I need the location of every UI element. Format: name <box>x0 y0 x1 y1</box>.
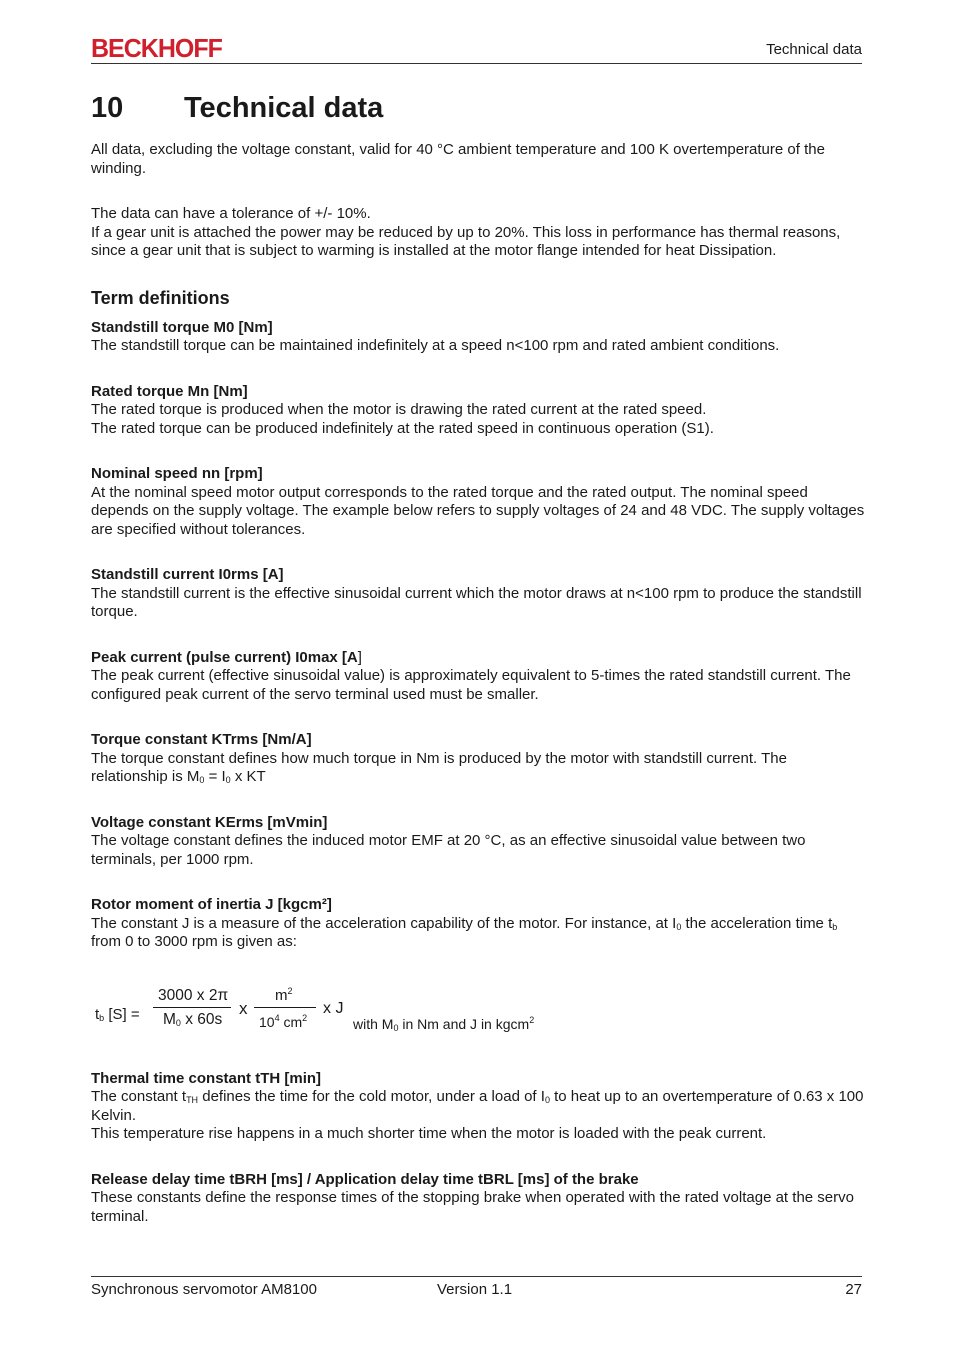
subscript: TH <box>186 1095 199 1105</box>
gear-unit-paragraph: If a gear unit is attached the power may be reduced by up to 20%. This loss in performance has thermal reasons, since a gear unit that is subject to warming is installed at the motor flange intended for heat Dissipation. <box>91 223 841 259</box>
term-title: Rated torque Mn [Nm] <box>91 382 248 400</box>
term-title: Standstill current I0rms [A] <box>91 566 284 583</box>
term-text: The rated torque is produced when the motor is drawing the rated current at the rated speed. <box>91 401 707 418</box>
text-run: The constant t <box>91 1088 187 1105</box>
term-rotor-inertia <box>91 896 866 952</box>
term-title <box>91 649 866 668</box>
header-divider <box>91 63 862 64</box>
term-torque-constant <box>91 731 866 787</box>
term-title: Rotor moment of inertia J [kgcm²] <box>91 896 332 913</box>
formula-denominator-1: $M_0$ x 60s <box>163 1010 223 1028</box>
footer-divider <box>91 1276 862 1277</box>
page-content <box>91 141 866 1226</box>
term-thermal-time-constant <box>91 1070 866 1144</box>
term-text: The rated torque can be produced indefinitely at the rated speed in continuous operation (S1). <box>91 419 714 437</box>
formula-note: with $M_0$ in Nm and J in kgcm$^2$ <box>353 1014 535 1033</box>
footer-document-title: Synchronous servomotor AM8100 <box>91 1281 317 1298</box>
term-title: Nominal speed nn [rpm] <box>91 465 263 482</box>
text-run: x KT <box>230 768 266 785</box>
formula-lhs: $t_b$ [S] = <box>95 1005 140 1023</box>
tolerance-line: The data can have a tolerance of +/- 10%. <box>91 205 371 222</box>
text-run: to heat up to an overtemperature of 0.63 x 100 Kelvin. <box>91 1088 864 1124</box>
text-run: = I <box>204 768 226 785</box>
term-standstill-current <box>91 566 866 622</box>
text-run: The constant J is a measure of the acceleration capability of the motor. For instance, at I <box>91 914 677 932</box>
beckhoff-logo: BECKHOFF <box>91 34 222 64</box>
footer-page-number: 27 <box>845 1281 862 1298</box>
term-text <box>91 915 866 952</box>
text-run: from 0 to 3000 rpm is given as: <box>91 933 297 950</box>
term-text: The voltage constant defines the induced motor EMF at 20 °C, as an effective sinusoidal value between two terminals, per 1000 rpm. <box>91 832 806 868</box>
term-peak-current <box>91 649 866 705</box>
intro-paragraph: All data, excluding the voltage constant, valid for 40 °C ambient temperature and 100 K overtemperature of the winding. <box>91 141 825 177</box>
term-voltage-constant <box>91 814 866 870</box>
term-title-bracket: ] <box>357 648 362 666</box>
chapter-heading <box>91 92 383 125</box>
term-text: This temperature rise happens in a much shorter time when the motor is loaded with the peak current. <box>91 1125 767 1142</box>
header-section-title: Technical data <box>766 41 862 58</box>
term-nominal-speed <box>91 465 866 539</box>
term-definitions-heading: Term definitions <box>91 287 230 308</box>
term-brake-delay <box>91 1171 866 1227</box>
term-title-bold: Peak current (pulse current) I0max [A <box>91 648 358 666</box>
term-text <box>91 750 866 787</box>
footer-version: Version 1.1 <box>437 1281 513 1298</box>
subscript: 0 <box>225 775 231 785</box>
formula-denominator-2: $10^4$ $cm^2$ <box>259 1012 308 1030</box>
subscript: 0 <box>544 1095 550 1105</box>
term-text: These constants define the response times of the stopping brake when operated with the rated voltage at the servo terminal. <box>91 1189 854 1225</box>
text-run: The torque constant defines how much torque in Nm is produced by the motor with standstill current. The relationship is M <box>91 749 787 785</box>
term-title: Voltage constant KErms [mVmin] <box>91 813 328 831</box>
formula-numerator-1: 3000 x 2π <box>158 986 229 1004</box>
formula-times-j: x J <box>323 999 344 1017</box>
subscript: 0 <box>199 775 205 785</box>
term-title: Thermal time constant tTH [min] <box>91 1069 322 1087</box>
text-run: the acceleration time t <box>681 914 833 932</box>
chapter-number: 10 <box>91 92 124 124</box>
term-text <box>91 1088 866 1125</box>
fraction-bar-1 <box>153 1007 231 1008</box>
term-title: Release delay time tBRH [ms] / Application delay time tBRL [ms] of the brake <box>91 1170 639 1188</box>
formula-times-1: x <box>239 998 248 1018</box>
term-title: Torque constant KTrms [Nm/A] <box>91 731 312 748</box>
term-text: The standstill torque can be maintained indefinitely at a speed n<100 rpm and rated ambient conditions. <box>91 337 780 354</box>
subscript: b <box>832 921 838 932</box>
term-text: At the nominal speed motor output corresponds to the rated torque and the rated output. The nominal speed depends on the supply voltage. The example below refers to supply voltages of 24 and 48 VDC. The supply voltages are specified without tolerances. <box>91 483 865 538</box>
term-text: The peak current (effective sinusoidal value) is approximately equivalent to 5-times the rated standstill current. The configured peak current of the servo terminal used must be smaller. <box>91 667 851 703</box>
chapter-title: Technical data <box>184 92 384 124</box>
term-standstill-torque <box>91 319 866 356</box>
subscript: 0 <box>676 921 682 932</box>
term-rated-torque <box>91 383 866 439</box>
fraction-bar-2 <box>254 1007 316 1008</box>
acceleration-formula <box>91 982 866 1050</box>
text-run: defines the time for the cold motor, under a load of I <box>198 1088 545 1105</box>
formula-numerator-2: $m^2$ <box>275 985 293 1004</box>
term-title: Standstill torque M0 [Nm] <box>91 318 273 336</box>
term-text: The standstill current is the effective sinusoidal current which the motor draws at n<100 rpm to produce the standstill torque. <box>91 584 862 620</box>
